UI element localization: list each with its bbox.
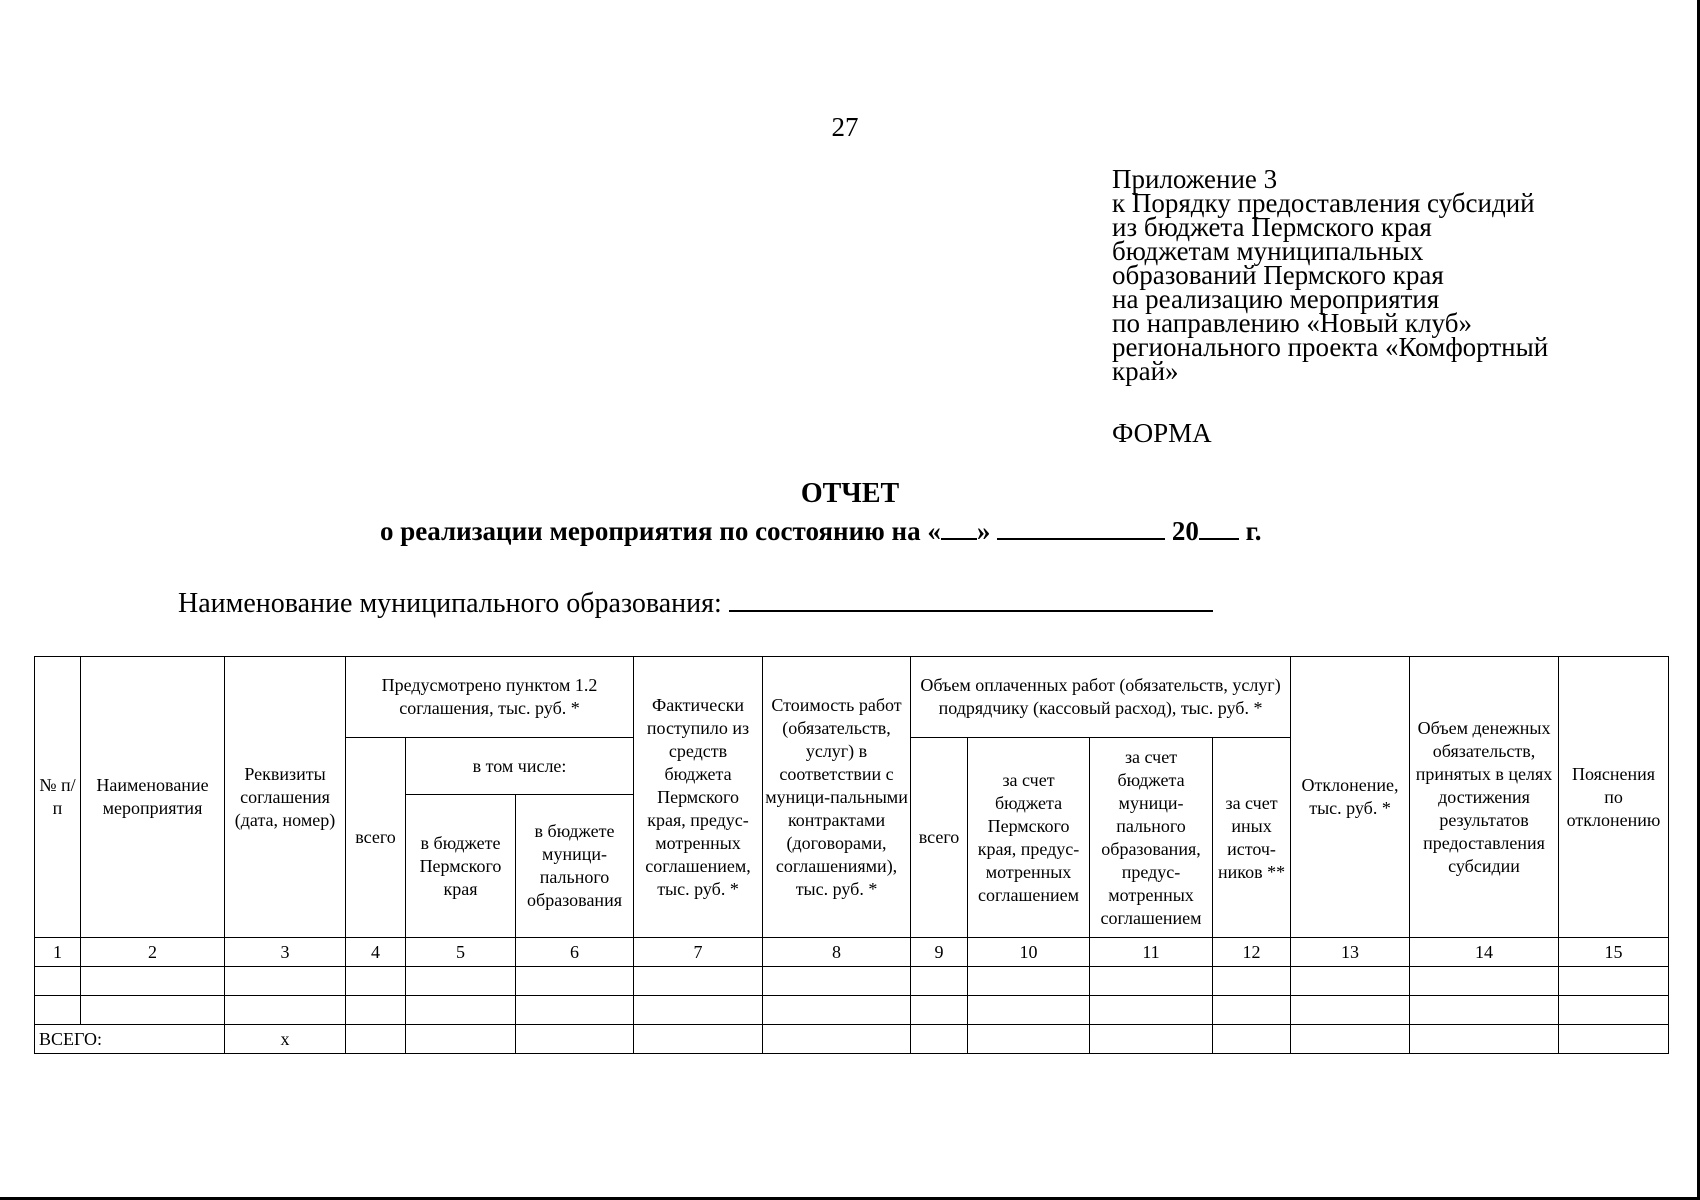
day-blank-field[interactable]: [941, 516, 977, 540]
appendix-line: к Порядку предоставления субсидий: [1112, 188, 1535, 218]
header-deviation-explanation: Пояснения по отклонению: [1559, 657, 1669, 938]
column-number: 2: [81, 938, 225, 967]
subtitle-text: г.: [1245, 516, 1262, 546]
table-cell[interactable]: [35, 996, 81, 1025]
total-label: ВСЕГО:: [35, 1025, 225, 1054]
subtitle-text: 20: [1171, 516, 1199, 546]
table-cell[interactable]: [1291, 967, 1410, 996]
table-cell[interactable]: [968, 1025, 1090, 1054]
header-event-name: Наименование мероприятия: [81, 657, 225, 938]
header-municipal-budget: в бюджете муници-пального образования: [516, 795, 634, 938]
table-cell[interactable]: [1291, 1025, 1410, 1054]
table-cell[interactable]: [406, 1025, 516, 1054]
header-total-paid: всего: [911, 738, 968, 938]
column-number: 12: [1213, 938, 1291, 967]
table-cell[interactable]: [1213, 967, 1291, 996]
report-table: [34, 656, 1669, 1054]
header-paid-municipal: за счет бюджета муници-пального образования, предус-мотренных соглашением: [1090, 738, 1213, 938]
table-cell[interactable]: [763, 967, 911, 996]
table-cell[interactable]: [968, 996, 1090, 1025]
table-cell[interactable]: [911, 996, 968, 1025]
appendix-line: по направлению «Новый клуб»: [1112, 308, 1472, 338]
table-cell[interactable]: [81, 996, 225, 1025]
municipality-label: Наименование муниципального образования:: [178, 588, 722, 619]
table-cell[interactable]: [634, 967, 763, 996]
column-number: 9: [911, 938, 968, 967]
table-cell[interactable]: [516, 996, 634, 1025]
header-deviation: Отклонение, тыс. руб. *: [1291, 657, 1410, 938]
table-cell[interactable]: [516, 967, 634, 996]
column-number: 5: [406, 938, 516, 967]
header-provided-by-agreement: Предусмотрено пунктом 1.2 соглашения, тыс. руб. *: [346, 657, 634, 738]
column-number: 10: [968, 938, 1090, 967]
form-label: ФОРМА: [1112, 418, 1212, 448]
appendix-line: регионального проекта «Комфортный: [1112, 332, 1549, 362]
header-obligations-volume: Объем денежных обязательств, принятых в целях достижения результатов предоставления субсидии: [1410, 657, 1559, 938]
report-subtitle: [380, 516, 1262, 547]
header-contract-cost: Стоимость работ (обязательств, услуг) в соответствии с муници-пальными контрактами (договорами, соглашениями), тыс. руб. *: [763, 657, 911, 938]
appendix-line: Приложение 3: [1112, 164, 1278, 194]
table-cell[interactable]: [406, 996, 516, 1025]
header-total-provided: всего: [346, 738, 406, 938]
header-in-that-number: в том числе:: [406, 738, 634, 795]
table-cell[interactable]: [346, 1025, 406, 1054]
header-agreement-details: Реквизиты соглашения (дата, номер): [225, 657, 346, 938]
appendix-block: [1112, 164, 1672, 386]
header-actually-received: Фактически поступило из средств бюджета Пермского края, предус-мотренных соглашением, тыс. руб. *: [634, 657, 763, 938]
month-blank-field[interactable]: [997, 516, 1165, 540]
subtitle-text: »: [976, 516, 991, 546]
report-title: ОТЧЕТ: [800, 478, 900, 509]
column-number: 6: [516, 938, 634, 967]
table-cell[interactable]: [1559, 967, 1669, 996]
column-number: 11: [1090, 938, 1213, 967]
appendix-line: образований Пермского края: [1112, 260, 1444, 290]
total-agreement-cell: x: [225, 1025, 346, 1054]
table-cell[interactable]: [968, 967, 1090, 996]
column-number: 4: [346, 938, 406, 967]
table-cell[interactable]: [1559, 996, 1669, 1025]
table-cell[interactable]: [911, 1025, 968, 1054]
table-cell[interactable]: [1410, 996, 1559, 1025]
column-number: 7: [634, 938, 763, 967]
table-cell[interactable]: [1090, 967, 1213, 996]
appendix-line: бюджетам муниципальных: [1112, 236, 1424, 266]
table-cell[interactable]: [634, 1025, 763, 1054]
table-cell[interactable]: [406, 967, 516, 996]
appendix-line: край»: [1112, 356, 1179, 386]
column-number: 14: [1410, 938, 1559, 967]
total-row: [35, 1025, 1669, 1054]
column-number: 8: [763, 938, 911, 967]
column-number: 3: [225, 938, 346, 967]
appendix-line: на реализацию мероприятия: [1112, 284, 1440, 314]
table-cell[interactable]: [1090, 1025, 1213, 1054]
table-cell[interactable]: [35, 967, 81, 996]
table-cell[interactable]: [634, 996, 763, 1025]
column-number: 13: [1291, 938, 1410, 967]
table-row: [35, 967, 1669, 996]
table-cell[interactable]: [911, 967, 968, 996]
appendix-line: из бюджета Пермского края: [1112, 212, 1432, 242]
table-cell[interactable]: [763, 1025, 911, 1054]
table-cell[interactable]: [1410, 1025, 1559, 1054]
table-cell[interactable]: [1291, 996, 1410, 1025]
municipality-blank-field[interactable]: [729, 588, 1213, 612]
table-cell[interactable]: [225, 996, 346, 1025]
year-blank-field[interactable]: [1199, 516, 1239, 540]
column-number: 1: [35, 938, 81, 967]
table-cell[interactable]: [1559, 1025, 1669, 1054]
table-cell[interactable]: [81, 967, 225, 996]
table-cell[interactable]: [225, 967, 346, 996]
table-cell[interactable]: [1410, 967, 1559, 996]
header-number: № п/п: [35, 657, 81, 938]
municipality-line: [178, 588, 1213, 620]
column-number: 15: [1559, 938, 1669, 967]
table-cell[interactable]: [1090, 996, 1213, 1025]
header-paid-regional: за счет бюджета Пермского края, предус-мотренных соглашением: [968, 738, 1090, 938]
table-cell[interactable]: [1213, 1025, 1291, 1054]
table-cell[interactable]: [346, 996, 406, 1025]
column-numbers-row: [35, 938, 1669, 967]
header-regional-budget: в бюджете Пермского края: [406, 795, 516, 938]
subtitle-text: о реализации мероприятия по состоянию на «: [380, 516, 941, 546]
table-cell[interactable]: [346, 967, 406, 996]
table-row: [35, 996, 1669, 1025]
table-cell[interactable]: [1213, 996, 1291, 1025]
page-number: 27: [831, 112, 859, 142]
table-cell[interactable]: [763, 996, 911, 1025]
header-paid-other: за счет иных источ-ников **: [1213, 738, 1291, 938]
header-paid-volume: Объем оплаченных работ (обязательств, услуг) подрядчику (кассовый расход), тыс. руб. *: [911, 657, 1291, 738]
table-cell[interactable]: [516, 1025, 634, 1054]
